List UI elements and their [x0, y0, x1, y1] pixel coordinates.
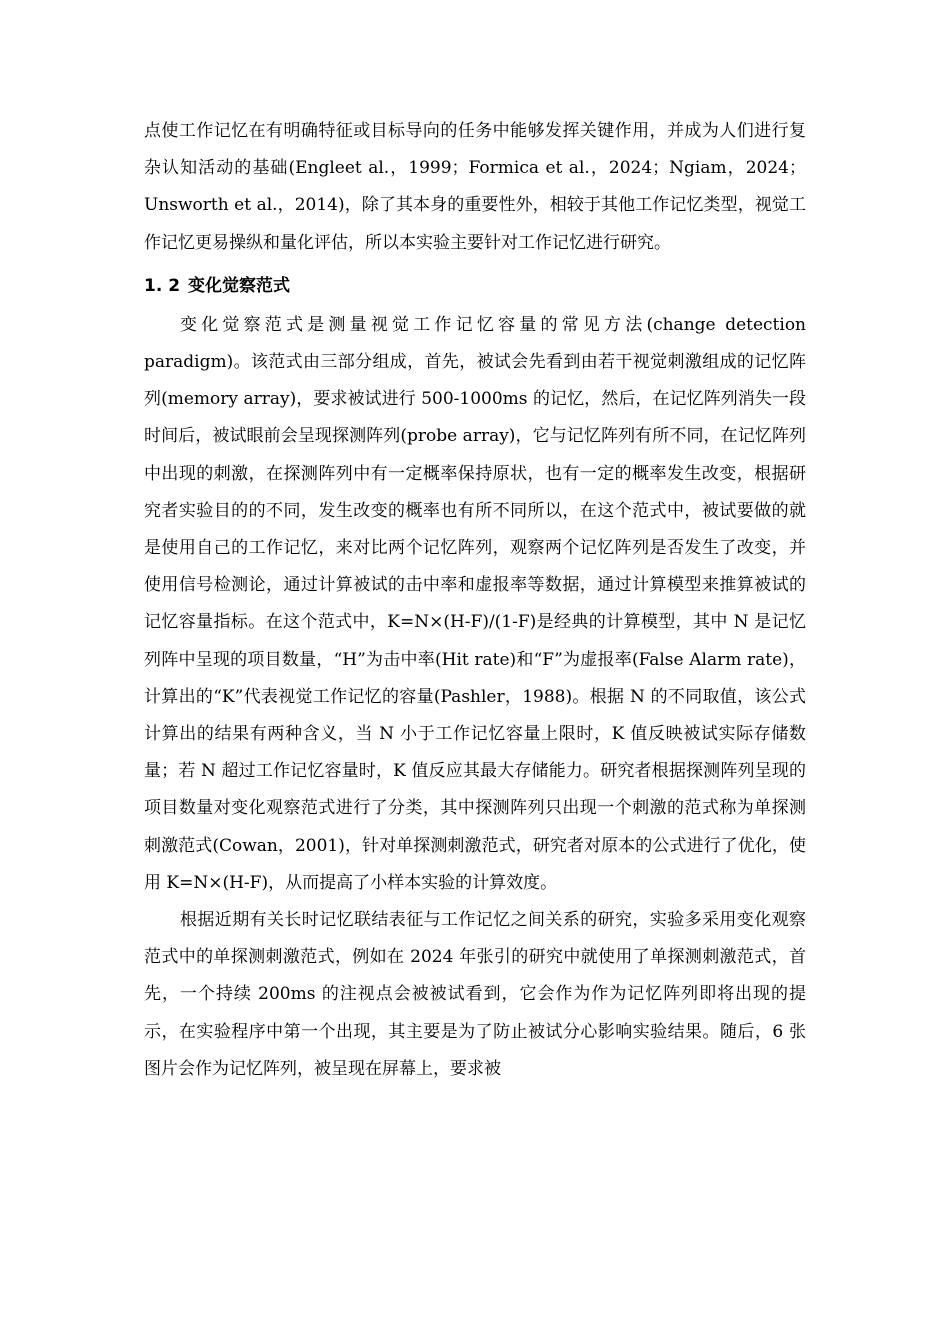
- section-title: 变化觉察范式: [188, 275, 291, 296]
- section-number: 1. 2: [144, 275, 181, 296]
- section-heading: [144, 268, 806, 305]
- paragraph-change-detection: 变化觉察范式是测量视觉工作记忆容量的常见方法(change detection paradigm)。该范式由三部分组成，首先，被试会先看到由若干视觉刺激组成的记忆阵列(memory array)，要求被试进行 500-1000ms 的记忆，然后，在记忆阵列消失一段时间后，被试眼前会呈现探测阵列(probe array)，它与记忆阵列有所不同，在记忆阵列中出现的刺激，在探测阵列中有一定概率保持原状，也有一定的概率发生改变，根据研究者实验目的的不同，发生改变的概率也有所不同所以，在这个范式中，被试要做的就是使用自己的工作记忆，来对比两个记忆阵列，观察两个记忆阵列是否发生了改变，并使用信号检测论，通过计算被试的击中率和虚报率等数据，通过计算模型来推算被试的记忆容量指标。在这个范式中，K=N×(H-F)/(1-F)是经典的计算模型，其中 N 是记忆列阵中呈现的项目数量，“H”为击中率(Hit rate)和“F”为虚报率(False Alarm rate)，计算出的“K”代表视觉工作记忆的容量(Pashler，1988)。根据 N 的不同取值，该公式计算出的结果有两种含义，当 N 小于工作记忆容量上限时，K 值反映被试实际存储数量；若 N 超过工作记忆容量时，K 值反应其最大存储能力。研究者根据探测阵列呈现的项目数量对变化观察范式进行了分类，其中探测阵列只出现一个刺激的范式称为单探测刺激范式(Cowan，2001)，针对单探测刺激范式，研究者对原本的公式进行了优化，使用 K=N×(H-F)，从而提高了小样本实验的计算效度。: [144, 314, 806, 893]
- paragraph-intro: 点使工作记忆在有明确特征或目标导向的任务中能够发挥关键作用，并成为人们进行复杂认知活动的基础(Engleet al.，1999；Formica et al.，2024；Ngiam，2024；Unsworth et al.，2014)，除了其本身的重要性外，相较于其他工作记忆类型，视觉工作记忆更易操纵和量化评估，所以本实验主要针对工作记忆进行研究。: [144, 121, 806, 253]
- paragraph-recent-research: 根据近期有关长时记忆联结表征与工作记忆之间关系的研究，实验多采用变化观察范式中的单探测刺激范式，例如在 2024 年张引的研究中就使用了单探测刺激范式，首先，一个持续 200ms 的注视点会被被试看到，它会作为作为记忆阵列即将出现的提示，在实验程序中第一个出现，其主要是为了防止被试分心影响实验结果。随后，6 张图片会作为记忆阵列，被呈现在屏幕上，要求被: [144, 910, 806, 1079]
- document-body: [144, 113, 806, 1088]
